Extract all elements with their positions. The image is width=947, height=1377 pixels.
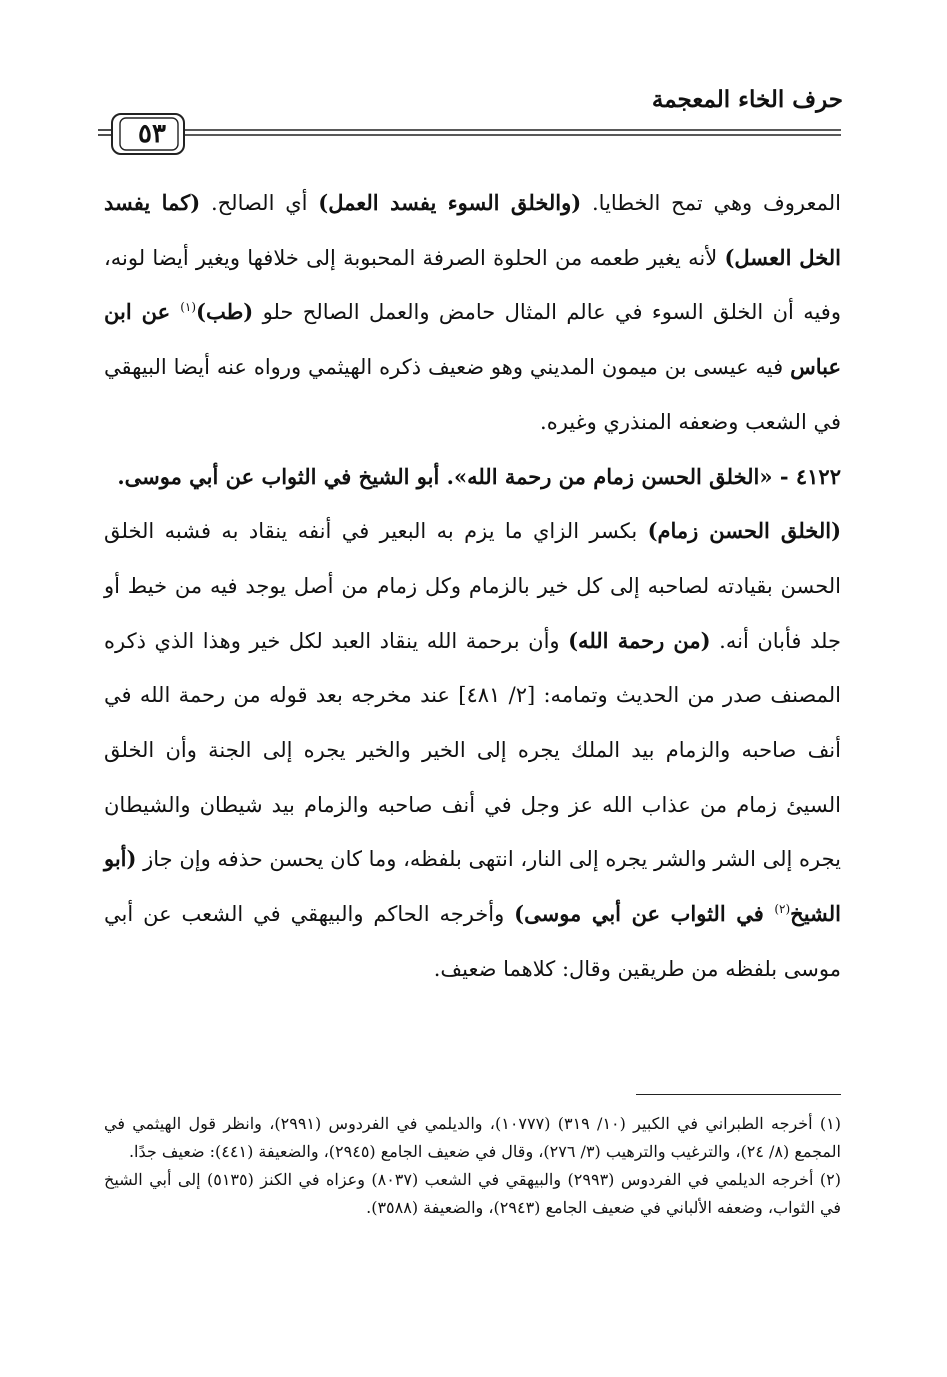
hadith-entry	[104, 450, 841, 505]
commentary-paragraph-1	[104, 176, 841, 450]
footnote-2: (٢) أخرجه الديلمي في الفردوس (٢٩٩٣) والبيهقي في الشعب (٨٠٣٧) وعزاه في الكنز (٥١٣٥) إلى أبي الشيخ في الثواب، وضعفه الألباني في ضعيف الجامع (٢٩٤٣)، والضعيفة (٣٥٨٨).	[104, 1170, 842, 1217]
text-run: بكسر الزاي ما يزم به البعير في أنفه ينقاد به فشبه الخلق الحسن بقيادته لصاحبه إلى كل خير بالزمام وكل زمام من أصل يوجد فيه من خيط أو جلد فأبان أنه.	[104, 519, 841, 653]
running-header-title: حرف الخاء المعجمة	[651, 86, 843, 113]
text-run: وأن برحمة الله ينقاد العبد لكل خير وهذا الذي ذكره المصنف صدر من الحديث وتمامه: [٢/ ٤٨١] عند مخرجه بعد قوله من رحمة الله في أنف صاحبه والزمام بيد الملك يجره إلى الخير والخير يجره إلى الجنة وأن الخلق السيئ زمام من عذاب الله عز وجل في أنف صاحبه والزمام بيد شيطان والشيطان يجره إلى الشر والشر يجره إلى النار، انتهى بلفظه، وما كان يحسن حذفه وإن جاز	[104, 628, 841, 872]
header-rule-ornament	[98, 112, 841, 156]
bold-quote: (الخلق الحسن زمام)	[647, 518, 842, 544]
footnote-marker-2: (٢)	[774, 902, 791, 917]
footnotes	[104, 1110, 841, 1222]
hadith-number: ٤١٢٢ -	[772, 463, 841, 489]
footnote-1: (١) أخرجه الطبراني في الكبير (١٠/ ٣١٩) (١٠٧٧٧)، والديلمي في الفردوس (٢٩٩١)، وانظر قول الهيثمي في المجمع (٨/ ٢٤)، والترغيب والترهيب (٣/ ٢٧٦)، وقال في ضعيف الجامع (٢٩٤٥)، والضعيفة (٤٤١): ضعيف جدًا.	[104, 1114, 842, 1161]
bold-quote: (من رحمة الله)	[568, 627, 711, 653]
bold-quote: في الثواب عن أبي موسى)	[514, 901, 775, 927]
page-number: ٥٣	[138, 119, 166, 149]
bold-quote: (كما يفسد الخل العسل)	[104, 190, 841, 270]
footnote-marker-1: (١)	[180, 300, 197, 315]
bold-quote: (والخلق السوء يفسد العمل)	[318, 190, 582, 215]
bold-quote: (طب)	[196, 299, 254, 325]
bold-quote: عن ابن عباس	[104, 299, 841, 380]
text-run: لأنه يغير طعمه من الحلوة الصرفة المحبوبة إلى خلافها ويغير أيضا لونه، وفيه أن الخلق السوء في عالم المثال حامض والعمل الصالح حلو	[104, 245, 841, 325]
main-text	[104, 176, 841, 997]
text-run: المعروف وهي تمح الخطايا.	[581, 191, 841, 215]
text-run: فيه عيسى بن ميمون المديني وهو ضعيف ذكره الهيثمي ورواه عنه أيضا البيهقي في الشعب وضعفه المنذري وغيره.	[104, 355, 841, 434]
commentary-paragraph-2	[104, 504, 841, 996]
text-run: أي الصالح.	[200, 191, 319, 215]
footnote-separator	[636, 1094, 841, 1095]
bold-quote: (أبو الشيخ	[103, 846, 841, 927]
hadith-text: «الخلق الحسن زمام من رحمة الله». أبو الشيخ في الثواب عن أبي موسى.	[117, 463, 773, 489]
text-run: وأخرجه الحاكم والبيهقي في الشعب عن أبي موسى بلفظه من طريقين وقال: كلاهما ضعيف.	[104, 902, 841, 981]
